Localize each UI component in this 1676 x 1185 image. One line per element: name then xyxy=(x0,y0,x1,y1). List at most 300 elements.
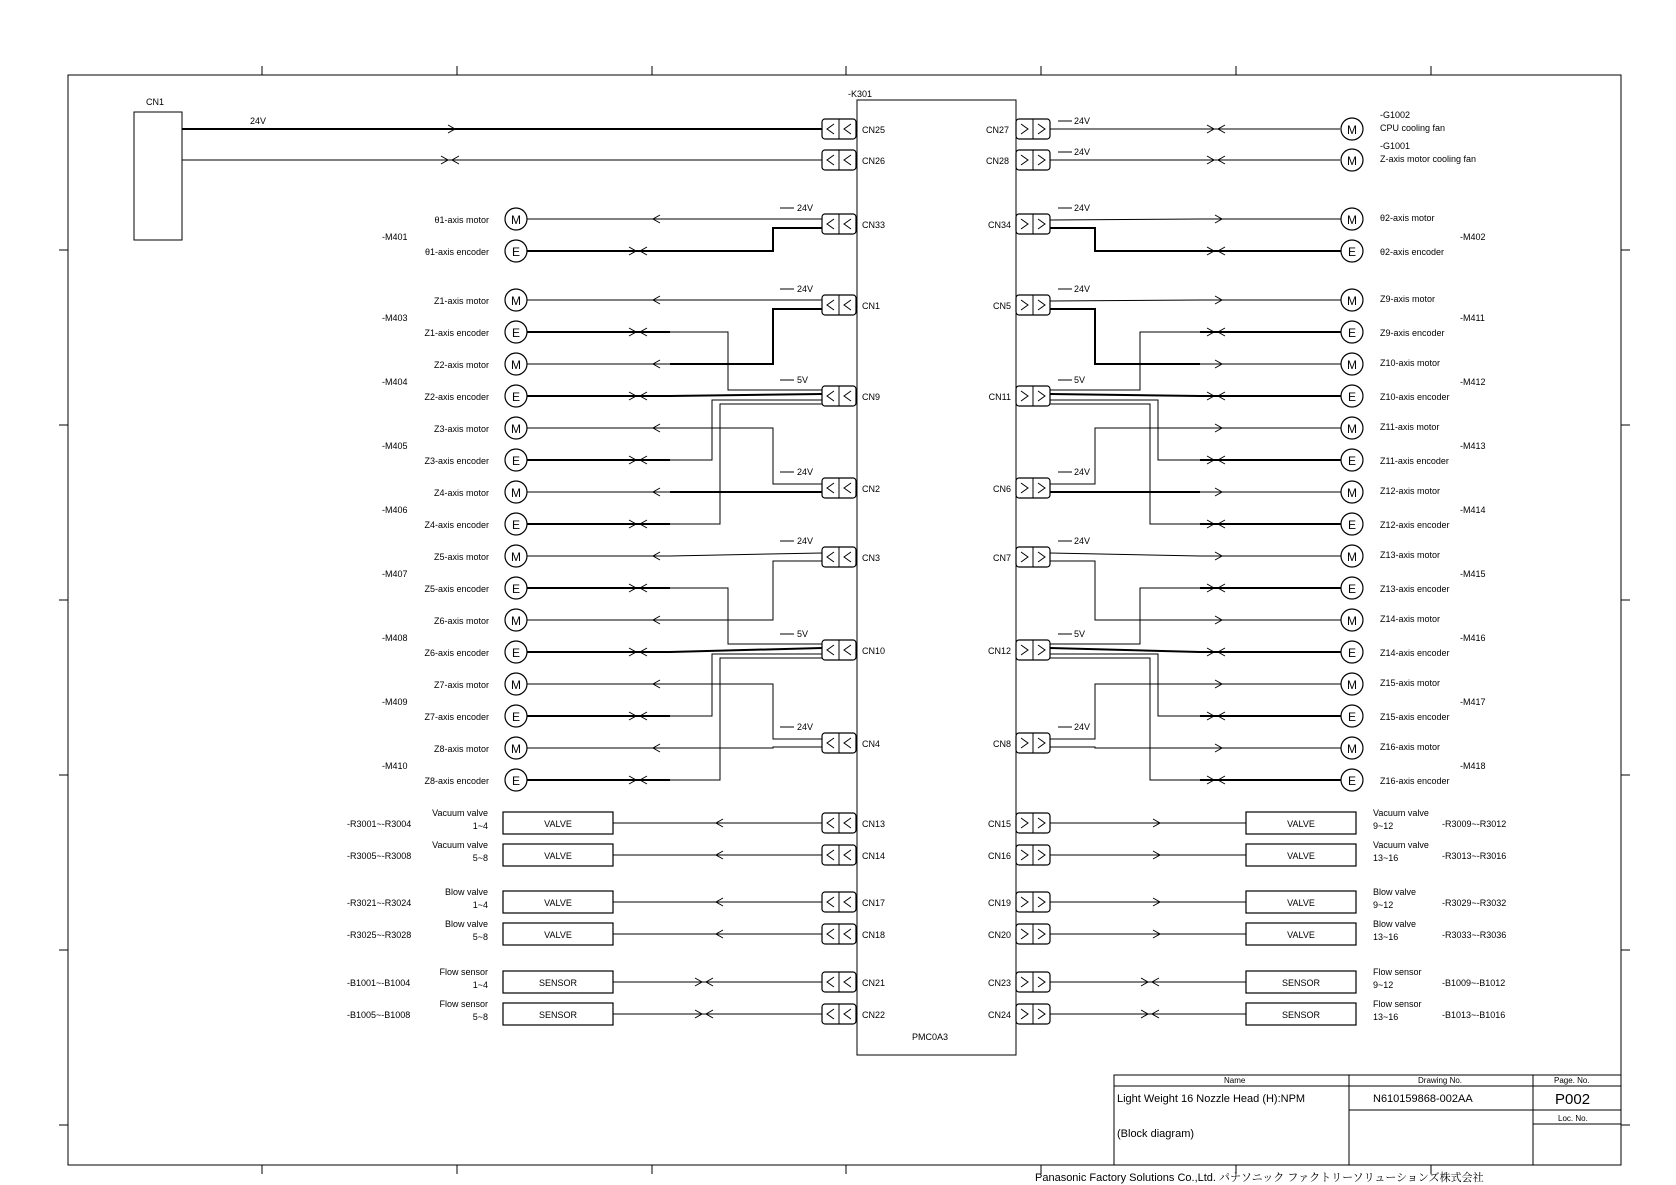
io-ref: -R3021~-R3024 xyxy=(347,898,412,908)
io-row-cn19 xyxy=(988,887,1506,913)
voltage-label: 5V xyxy=(797,375,809,385)
encoder-label: Z10-axis encoder xyxy=(1380,392,1450,402)
motor-group-m416 xyxy=(1200,609,1486,663)
connector-label: CN18 xyxy=(862,930,886,940)
voltage-label: 24V xyxy=(1074,147,1091,157)
io-row-cn21 xyxy=(347,967,885,993)
motor-label: Z8-axis motor xyxy=(433,744,489,754)
encoder-icon xyxy=(505,769,527,791)
symbol-letter: M xyxy=(511,550,521,564)
io-range: 13~16 xyxy=(1373,853,1399,863)
symbol-letter: E xyxy=(511,326,521,340)
symbol-letter: E xyxy=(1347,326,1357,340)
encoder-label: θ1-axis encoder xyxy=(424,247,489,257)
encoder-label: θ2-axis encoder xyxy=(1380,247,1445,257)
symbol-letter: M xyxy=(1347,550,1357,564)
io-box-label: VALVE xyxy=(1287,851,1315,861)
encoder-icon xyxy=(1341,641,1363,663)
connector-label: CN19 xyxy=(987,898,1011,908)
board-part: PMC0A3 xyxy=(912,1032,949,1042)
fan-row-g1002 xyxy=(182,110,1445,140)
io-box-label: VALVE xyxy=(544,898,572,908)
motor-icon xyxy=(505,289,527,311)
fan-label: CPU cooling fan xyxy=(1380,123,1446,133)
symbol-letter: M xyxy=(511,422,521,436)
harness-wire xyxy=(1050,658,1200,780)
encoder-label: Z11-axis encoder xyxy=(1380,456,1449,466)
connector-cn21 xyxy=(822,972,856,992)
encoder-label: Z4-axis encoder xyxy=(424,520,489,530)
motor-icon xyxy=(1341,353,1363,375)
harness-wire xyxy=(1050,648,1200,652)
motor-icon xyxy=(1341,737,1363,759)
motor-ref: -M407 xyxy=(382,569,408,579)
voltage-label: 24V xyxy=(797,203,814,213)
encoder-label: Z9-axis encoder xyxy=(1380,328,1445,338)
symbol-letter: E xyxy=(1347,518,1357,532)
harness-wire xyxy=(670,394,822,396)
harness-wire xyxy=(670,654,822,716)
connector-label: CN26 xyxy=(862,156,886,166)
motor-ref: -M408 xyxy=(382,633,408,643)
voltage-label: 24V xyxy=(1074,722,1091,732)
encoder-icon xyxy=(505,577,527,599)
title-loc-header: Loc. No. xyxy=(1558,1114,1588,1123)
connector-cn19 xyxy=(1016,892,1050,912)
io-label: Blow valve xyxy=(1373,887,1417,897)
motor-icon xyxy=(505,673,527,695)
connector-cn28 xyxy=(1016,150,1050,170)
motor-ref: -M410 xyxy=(382,761,408,771)
motor-ref: -M404 xyxy=(382,377,408,387)
title-drawing-no: N610159868-002AA xyxy=(1373,1093,1473,1105)
io-row-cn13 xyxy=(347,808,885,834)
harness-wire xyxy=(1050,400,1200,460)
encoder-label: Z8-axis encoder xyxy=(424,776,489,786)
connector-body-group xyxy=(822,214,856,234)
connector-label: CN10 xyxy=(862,646,886,656)
connector-cn20 xyxy=(1016,924,1050,944)
harness-wire xyxy=(1050,300,1200,301)
connector-label: CN13 xyxy=(862,819,886,829)
io-range: 1~4 xyxy=(472,980,488,990)
board-k301 xyxy=(848,89,1016,1055)
connector-body-group xyxy=(1016,214,1050,234)
connector-body-group xyxy=(1016,478,1050,498)
motor-icon xyxy=(505,353,527,375)
motor-group-m415 xyxy=(1200,545,1486,599)
voltage-label: 5V xyxy=(1074,375,1086,385)
motor-ref: -M401 xyxy=(382,232,408,242)
voltage-label: 5V xyxy=(1074,629,1086,639)
symbol-letter: M xyxy=(1347,678,1357,692)
connector-label: CN28 xyxy=(986,156,1010,166)
motor-group-m402 xyxy=(1200,208,1486,262)
motor-group-m410 xyxy=(382,737,670,791)
connector-cn17 xyxy=(822,892,856,912)
connector-cn18 xyxy=(822,924,856,944)
harness-wire xyxy=(1050,588,1200,644)
motor-label: Z15-axis motor xyxy=(1380,678,1441,688)
io-label: Vacuum valve xyxy=(432,808,488,818)
io-ref: -B1013~-B1016 xyxy=(1442,1010,1506,1020)
connector-body-group xyxy=(1016,386,1050,406)
motor-group-m407 xyxy=(382,545,670,599)
harness-wire xyxy=(1050,561,1200,620)
voltage-label: 24V xyxy=(1074,116,1091,126)
motor-icon xyxy=(505,481,527,503)
motor-group-m409 xyxy=(382,673,670,727)
connector-label: CN11 xyxy=(988,392,1011,402)
title-name-header: Name xyxy=(1224,1076,1246,1085)
encoder-icon xyxy=(1341,321,1363,343)
io-ref: -R3033~-R3036 xyxy=(1442,930,1507,940)
connector-label: CN15 xyxy=(987,819,1011,829)
connector-cn2 xyxy=(780,467,880,498)
cooling-fans xyxy=(182,110,1476,171)
fan-motor-icon xyxy=(1341,118,1363,140)
voltage-label: 24V xyxy=(797,722,814,732)
motor-icon xyxy=(1341,673,1363,695)
fan-label: Z-axis motor cooling fan xyxy=(1380,154,1477,164)
encoder-icon xyxy=(505,321,527,343)
connector-label: CN9 xyxy=(862,392,881,402)
io-box-label: VALVE xyxy=(1287,898,1315,908)
harness-wire xyxy=(1050,394,1200,396)
motor-group-m403 xyxy=(382,289,670,343)
io-range: 1~4 xyxy=(472,821,488,831)
motor-icon xyxy=(505,208,527,230)
motor-icon xyxy=(1341,417,1363,439)
connector-cn13 xyxy=(822,813,856,833)
io-box-label: VALVE xyxy=(1287,819,1315,829)
symbol-letter: M xyxy=(1347,486,1357,500)
io-range: 13~16 xyxy=(1373,932,1399,942)
symbol-letter: M xyxy=(511,614,521,628)
harness-wire xyxy=(1050,654,1200,716)
motor-icon xyxy=(505,737,527,759)
connector-cn4 xyxy=(780,722,880,753)
motor-label: Z16-axis motor xyxy=(1380,742,1441,752)
encoder-label: Z1-axis encoder xyxy=(424,328,489,338)
symbol-letter: E xyxy=(511,646,521,660)
motor-group-m412 xyxy=(1200,353,1486,407)
io-range: 1~4 xyxy=(472,900,488,910)
motor-label: θ1-axis motor xyxy=(434,215,489,225)
io-box-label: SENSOR xyxy=(538,978,578,988)
voltage-label: 24V xyxy=(1074,467,1091,477)
connector-cn8 xyxy=(993,722,1090,753)
connector-label: CN22 xyxy=(862,1010,886,1020)
io-ref: -R3001~-R3004 xyxy=(347,819,412,829)
io-label: Blow valve xyxy=(444,919,488,929)
motor-icon xyxy=(1341,208,1363,230)
motor-icon xyxy=(1341,289,1363,311)
io-box-label: SENSOR xyxy=(1281,1010,1321,1020)
motor-group-m418 xyxy=(1200,737,1486,791)
voltage-label: 24V xyxy=(1074,284,1091,294)
connector-body-group xyxy=(822,640,856,660)
encoder-label: Z6-axis encoder xyxy=(424,648,489,658)
io-range: 5~8 xyxy=(472,853,488,863)
motor-label: Z1-axis motor xyxy=(433,296,489,306)
io-box-label: VALVE xyxy=(544,819,572,829)
io-label: Flow sensor xyxy=(439,967,488,977)
left-harness xyxy=(670,219,822,780)
voltage-label: 5V xyxy=(797,629,809,639)
connector-cn3 xyxy=(780,536,880,567)
io-row-cn16 xyxy=(988,840,1506,866)
encoder-label: Z2-axis encoder xyxy=(424,392,489,402)
harness-wire xyxy=(670,747,822,748)
symbol-letter: E xyxy=(511,245,521,259)
connector-label: CN5 xyxy=(992,301,1011,311)
encoder-label: Z5-axis encoder xyxy=(424,584,489,594)
motor-ref: -M412 xyxy=(1460,377,1486,387)
title-block-border xyxy=(1114,1075,1621,1165)
motor-ref: -M409 xyxy=(382,697,408,707)
encoder-label: Z7-axis encoder xyxy=(424,712,489,722)
voltage-label: 24V xyxy=(1074,203,1091,213)
connector-cn25 xyxy=(822,119,856,139)
symbol-letter: E xyxy=(1347,710,1357,724)
source-ref: CN1 xyxy=(146,97,165,107)
motor-icon xyxy=(505,417,527,439)
connector-label: CN14 xyxy=(862,851,886,861)
harness-wire xyxy=(1050,684,1200,739)
connector-label: CN20 xyxy=(987,930,1011,940)
harness-wire xyxy=(1050,553,1200,556)
motor-ref: -M414 xyxy=(1460,505,1486,515)
footer-company: Panasonic Factory Solutions Co.,Ltd. パナソニック ファクトリーソリューションズ株式会社 xyxy=(1035,1172,1484,1184)
connector-label: CN16 xyxy=(987,851,1011,861)
motor-icon xyxy=(505,545,527,567)
symbol-letter: E xyxy=(511,454,521,468)
connector-label: CN4 xyxy=(862,739,881,749)
motor-ref: -M418 xyxy=(1460,761,1486,771)
right-harness xyxy=(1050,219,1200,780)
symbol-letter: M xyxy=(511,358,521,372)
encoder-icon xyxy=(505,641,527,663)
symbol-letter: E xyxy=(1347,774,1357,788)
motor-label: Z5-axis motor xyxy=(433,552,489,562)
motor-ref: -M405 xyxy=(382,441,408,451)
io-box-label: SENSOR xyxy=(1281,978,1321,988)
right-motor-column xyxy=(988,203,1486,791)
symbol-letter: M xyxy=(1347,422,1357,436)
io-ref: -R3013~-R3016 xyxy=(1442,851,1507,861)
io-row-cn15 xyxy=(988,808,1506,834)
title-name-line1: Light Weight 16 Nozzle Head (H):NPM xyxy=(1117,1093,1306,1105)
symbol-letter: M xyxy=(511,742,521,756)
source-voltage: 24V xyxy=(250,116,267,126)
encoder-icon xyxy=(1341,705,1363,727)
io-ref: -R3005~-R3008 xyxy=(347,851,412,861)
encoder-icon xyxy=(1341,240,1363,262)
io-range: 5~8 xyxy=(472,932,488,942)
connector-label: CN1 xyxy=(862,301,881,311)
harness-wire xyxy=(1050,219,1200,220)
connector-label: CN23 xyxy=(987,978,1011,988)
symbol-letter: M xyxy=(1347,358,1357,372)
connector-cn14 xyxy=(822,845,856,865)
symbol-letter: M xyxy=(1347,213,1357,227)
io-label: Vacuum valve xyxy=(1373,840,1429,850)
title-drawing-header: Drawing No. xyxy=(1418,1076,1463,1085)
encoder-icon xyxy=(1341,577,1363,599)
motor-label: Z11-axis motor xyxy=(1380,422,1440,432)
symbol-letter: M xyxy=(1347,123,1357,137)
motor-ref: -M403 xyxy=(382,313,408,323)
connector-cn34 xyxy=(988,203,1090,234)
connector-label: CN6 xyxy=(992,484,1011,494)
voltage-label: 24V xyxy=(1074,536,1091,546)
motor-label: Z7-axis motor xyxy=(433,680,489,690)
io-ref: -B1009~-B1012 xyxy=(1442,978,1506,988)
io-range: 13~16 xyxy=(1373,1012,1399,1022)
encoder-icon xyxy=(505,385,527,407)
symbol-letter: M xyxy=(511,486,521,500)
harness-wire xyxy=(1050,747,1200,748)
symbol-letter: E xyxy=(511,518,521,532)
motor-group-m408 xyxy=(382,609,670,663)
harness-wire xyxy=(1050,404,1200,524)
io-label: Blow valve xyxy=(444,887,488,897)
encoder-label: Z15-axis encoder xyxy=(1380,712,1450,722)
io-label: Vacuum valve xyxy=(432,840,488,850)
connector-body-group xyxy=(822,478,856,498)
motor-ref: -M416 xyxy=(1460,633,1486,643)
motor-label: Z10-axis motor xyxy=(1380,358,1441,368)
motor-ref: -M413 xyxy=(1460,441,1486,451)
connector-label: CN17 xyxy=(862,898,886,908)
symbol-letter: M xyxy=(511,213,521,227)
motor-group-m414 xyxy=(1200,481,1486,535)
fan-ref: -G1001 xyxy=(1380,141,1411,151)
motor-ref: -M411 xyxy=(1460,313,1485,323)
io-ref: -R3025~-R3028 xyxy=(347,930,412,940)
connector-label: CN33 xyxy=(862,220,886,230)
io-box-label: VALVE xyxy=(544,851,572,861)
io-range: 9~12 xyxy=(1373,980,1394,990)
encoder-icon xyxy=(1341,385,1363,407)
harness-wire xyxy=(670,561,822,620)
motor-group-m405 xyxy=(382,417,670,471)
harness-wire xyxy=(670,228,822,251)
motor-icon xyxy=(1341,545,1363,567)
encoder-label: Z16-axis encoder xyxy=(1380,776,1450,786)
fan-ref: -G1002 xyxy=(1380,110,1411,120)
io-box-label: VALVE xyxy=(1287,930,1315,940)
symbol-letter: M xyxy=(1347,742,1357,756)
left-motor-column xyxy=(382,203,885,791)
io-ref: -B1005~-B1008 xyxy=(347,1010,411,1020)
symbol-letter: E xyxy=(1347,646,1357,660)
motor-label: Z2-axis motor xyxy=(433,360,489,370)
symbol-letter: E xyxy=(511,710,521,724)
connector-label: CN3 xyxy=(862,553,881,563)
connector-cn22 xyxy=(822,1004,856,1024)
power-source-cn1 xyxy=(134,97,266,240)
motor-label: θ2-axis motor xyxy=(1380,213,1435,223)
encoder-icon xyxy=(505,705,527,727)
io-box-label: SENSOR xyxy=(538,1010,578,1020)
motor-label: Z12-axis motor xyxy=(1380,486,1441,496)
io-range: 5~8 xyxy=(472,1012,488,1022)
io-row-cn20 xyxy=(988,919,1506,945)
io-label: Flow sensor xyxy=(439,999,488,1009)
connector-cn27 xyxy=(1016,119,1050,139)
motor-group-m406 xyxy=(382,481,670,535)
symbol-letter: M xyxy=(1347,294,1357,308)
encoder-label: Z12-axis encoder xyxy=(1380,520,1450,530)
connector-label: CN7 xyxy=(992,553,1011,563)
board-body xyxy=(857,100,1016,1055)
encoder-icon xyxy=(1341,513,1363,535)
motor-label: Z14-axis motor xyxy=(1380,614,1441,624)
connector-body-group xyxy=(822,295,856,315)
symbol-letter: M xyxy=(1347,614,1357,628)
connector-cn15 xyxy=(1016,813,1050,833)
io-range: 9~12 xyxy=(1373,821,1394,831)
connector-body-group xyxy=(1016,295,1050,315)
motor-ref: -M402 xyxy=(1460,232,1486,242)
connector-label: CN24 xyxy=(987,1010,1011,1020)
board-ref: -K301 xyxy=(848,89,873,99)
connector-body-group xyxy=(1016,547,1050,567)
source-box xyxy=(134,112,182,240)
encoder-icon xyxy=(505,449,527,471)
symbol-letter: E xyxy=(1347,454,1357,468)
symbol-letter: E xyxy=(1347,245,1357,259)
voltage-label: 24V xyxy=(797,536,814,546)
encoder-label: Z13-axis encoder xyxy=(1380,584,1450,594)
io-box-label: VALVE xyxy=(544,930,572,940)
connector-cn6 xyxy=(993,467,1090,498)
io-row-cn23 xyxy=(988,967,1505,993)
motor-icon xyxy=(1341,609,1363,631)
io-row-cn24 xyxy=(988,999,1505,1025)
io-row-cn17 xyxy=(347,887,885,913)
title-block xyxy=(1114,1075,1621,1165)
harness-wire xyxy=(670,553,822,556)
connector-label: CN12 xyxy=(987,646,1011,656)
motor-label: Z4-axis motor xyxy=(433,488,489,498)
motor-group-m411 xyxy=(1200,289,1485,343)
io-row-cn14 xyxy=(347,840,885,866)
encoder-icon xyxy=(505,240,527,262)
connector-cn16 xyxy=(1016,845,1050,865)
harness-wire xyxy=(670,404,822,524)
voltage-label: 24V xyxy=(797,467,814,477)
harness-wire xyxy=(1050,332,1200,390)
connector-label: CN21 xyxy=(862,978,886,988)
symbol-letter: M xyxy=(1347,154,1357,168)
symbol-letter: E xyxy=(1347,582,1357,596)
symbol-letter: M xyxy=(511,294,521,308)
io-ref: -R3029~-R3032 xyxy=(1442,898,1507,908)
connector-label: CN25 xyxy=(862,125,886,135)
title-name-line2: (Block diagram) xyxy=(1117,1128,1195,1140)
io-label: Flow sensor xyxy=(1373,999,1422,1009)
harness-wire xyxy=(670,400,822,460)
connector-label: CN8 xyxy=(992,739,1011,749)
symbol-letter: E xyxy=(1347,390,1357,404)
encoder-label: Z14-axis encoder xyxy=(1380,648,1450,658)
harness-wire xyxy=(1050,228,1200,251)
io-label: Flow sensor xyxy=(1373,967,1422,977)
io-row-cn22 xyxy=(347,999,885,1025)
